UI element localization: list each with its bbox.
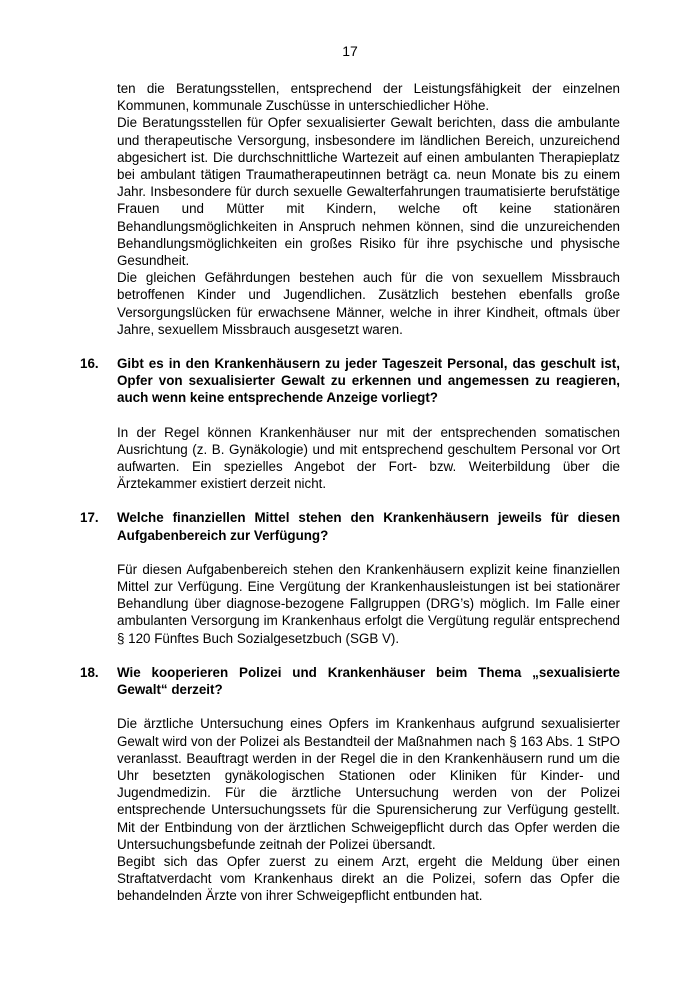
page-number: 17 xyxy=(342,43,358,59)
answer-18 xyxy=(117,715,620,904)
answer-16 xyxy=(117,424,620,493)
question-17 xyxy=(80,509,620,543)
paragraph: Begibt sich das Opfer zuerst zu einem Arzt, ergeht die Meldung über einen Straftatverdacht vom Krankenhaus direkt an die Polizei, sofern das Opfer die behandelnden Ärzte von ihrer Schweigepflicht entbunden hat. xyxy=(117,853,620,904)
paragraph: Die Beratungsstellen für Opfer sexualisierter Gewalt berichten, dass die ambulante und therapeutische Versorgung, insbesondere im ländlichen Bereich, unzureichend abgesichert ist. Die durchschnittliche Wartezeit auf einen ambulanten Therapieplatz bei ambulant tätigen Traumatherapeutinnen beträgt ca. neun Monate bis zu einem Jahr. Insbesondere für durch sexuelle Gewalterfahrungen traumatisierte berufstätige Frauen und Mütter mit Kindern, welche oft keine stationären Behandlungsmöglichkeiten in Anspruch nehmen können, sind die unzureichenden Behandlungsmöglichkeiten ein großes Risiko für ihre psychische und physische Gesundheit. xyxy=(117,115,620,269)
question-number: 18. xyxy=(80,664,99,680)
question-18 xyxy=(80,664,620,698)
intro-section xyxy=(117,80,620,338)
question-text: Wie kooperieren Polizei und Krankenhäuser beim Thema „sexualisierte Gewalt“ derzeit? xyxy=(117,664,620,698)
question-text: Gibt es in den Krankenhäusern zu jeder Tageszeit Personal, das geschult ist, Opfer von sexualisierter Gewalt zu erkennen und angemessen zu reagieren, auch wenn keine entsprechende Anzeige vorliegt? xyxy=(117,356,620,406)
answer-17 xyxy=(117,561,620,647)
question-text: Welche finanziellen Mittel stehen den Krankenhäusern jeweils für diesen Aufgabenbereich zur Verfügung? xyxy=(117,510,620,543)
paragraph: ten die Beratungsstellen, entsprechend der Leistungsfähigkeit der einzelnen Kommunen, kommunale Zuschüsse in unterschiedlicher Höhe. xyxy=(117,81,620,114)
question-number: 16. xyxy=(80,356,99,372)
paragraph: Die gleichen Gefährdungen bestehen auch für die von sexuellem Missbrauch betroffenen Kinder und Jugendlichen. Zusätzlich bestehen ebenfalls große Versorgungslücken für erwachsene Männer, welche in ihrer Kindheit, oftmals über Jahre, sexuellem Missbrauch ausgesetzt waren. xyxy=(117,270,620,337)
paragraph: In der Regel können Krankenhäuser nur mit der entsprechenden somatischen Ausrichtung (z. B. Gynäkologie) und mit entsprechend geschultem Personal vor Ort aufwarten. Ein spezielles Angebot der Fort- bzw. Weiterbildung über die Ärztekammer existiert derzeit nicht. xyxy=(117,424,620,492)
question-number: 17. xyxy=(80,510,99,526)
question-16 xyxy=(80,355,620,407)
paragraph: Für diesen Aufgabenbereich stehen den Krankenhäusern explizit keine finanziellen Mittel zur Verfügung. Eine Vergütung der Krankenhausleistungen ist bei stationärer Behandlung über diagnose-bezogene Fallgruppen (DRG’s) möglich. Im Falle einer ambulanten Versorgung im Krankenhaus erfolgt die Vergütung regulär entsprechend § 120 Fünftes Buch Sozialgesetzbuch (SGB V). xyxy=(117,561,620,646)
document-body xyxy=(80,80,620,905)
paragraph: Die ärztliche Untersuchung eines Opfers im Krankenhaus aufgrund sexualisierter Gewalt wird von der Polizei als Bestandteil der Maßnahmen nach § 163 Abs. 1 StPO veranlasst. Beauftragt werden in der Regel die in den Krankenhäusern rund um die Uhr besetzten gynäkologischen Stationen oder Kliniken für Kinder- und Jugendmedizin. Für die ärztliche Untersuchung werden von der Polizei entsprechende Untersuchungssets für die Spurensicherung zur Verfügung gestellt. Mit der Entbindung von der ärztlichen Schweigepflicht durch das Opfer werden die Untersuchungsbefunde zeitnah der Polizei übersandt. xyxy=(117,716,620,852)
